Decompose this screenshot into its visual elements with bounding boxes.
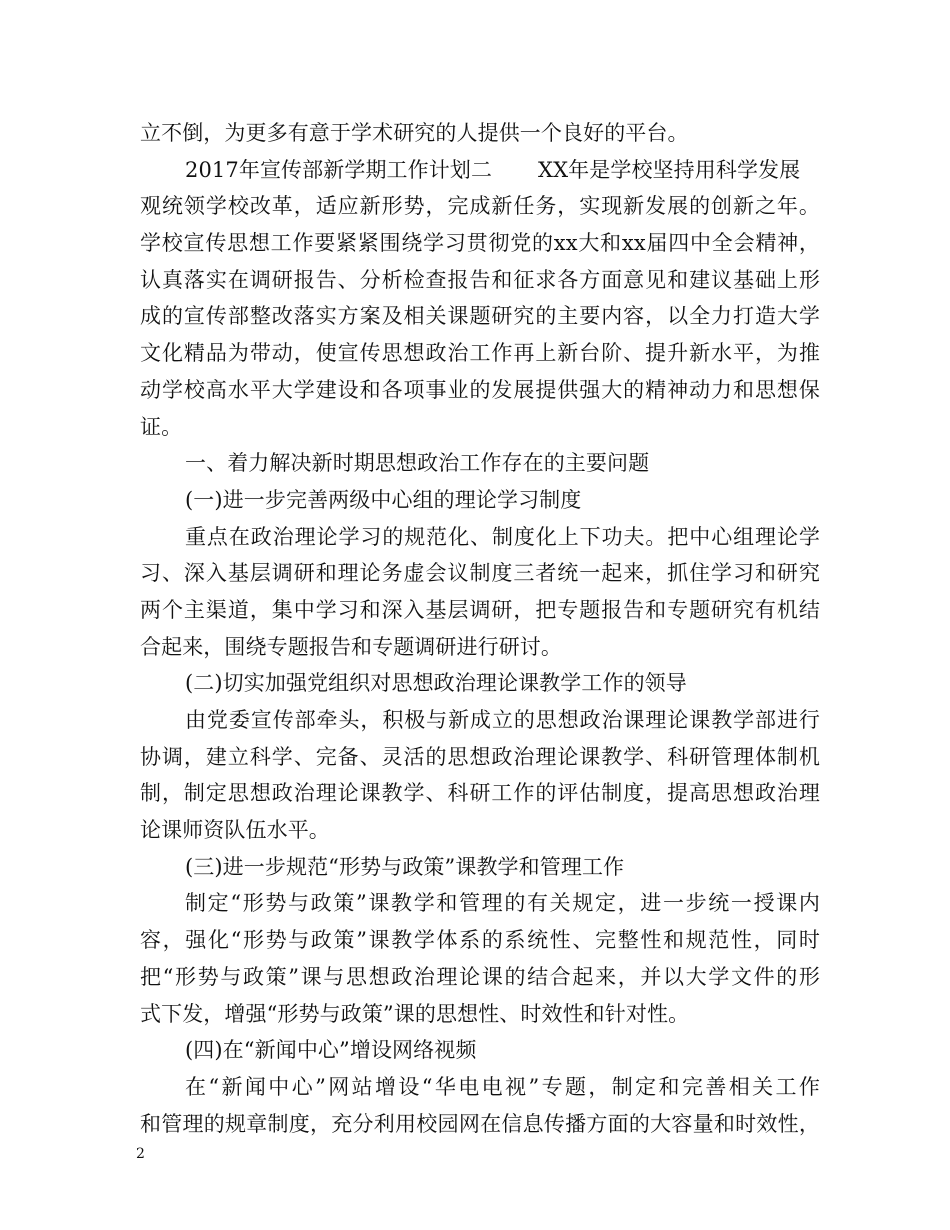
text-line: 制定“形势与政策”课教学和管理的有关规定，进一步统一授课内 bbox=[185, 891, 820, 916]
text-line bbox=[140, 152, 820, 189]
text-line: 习、深入基层调研和理论务虚会议制度三者统一起来，抓住学习和研究 bbox=[140, 561, 820, 586]
text-line: 一、着力解决新时期思想政治工作存在的主要问题 bbox=[185, 451, 650, 476]
text-line: 立不倒，为更多有意于学术研究的人提供一个良好的平台。 bbox=[140, 121, 689, 145]
text-line: (三)进一步规范“形势与政策”课教学和管理工作 bbox=[185, 854, 625, 879]
text-line: 和管理的规章制度，充分利用校园网在信息传播方面的大容量和时效性， bbox=[140, 1111, 820, 1136]
document-body bbox=[140, 115, 820, 1142]
text-line: 协调，建立科学、完备、灵活的思想政治理论课教学、科研管理体制机 bbox=[140, 744, 820, 769]
text-line: 成的宣传部整改落实方案及相关课题研究的主要内容，以全力打造大学 bbox=[140, 304, 820, 329]
text-line: 证。 bbox=[140, 414, 183, 439]
text-line: 式下发，增强“形势与政策”课的思想性、时效性和针对性。 bbox=[140, 1001, 690, 1026]
text-line: 两个主渠道，集中学习和深入基层调研，把专题报告和专题研究有机结 bbox=[140, 597, 820, 622]
section-heading-inline: 2017年宣传部新学期工作计划二 bbox=[185, 157, 493, 182]
text-line: (四)在“新闻中心”增设网络视频 bbox=[185, 1038, 477, 1063]
text-line: 文化精品为带动，使宣传思想政治工作再上新台阶、提升新水平，为推 bbox=[140, 341, 820, 366]
paragraph-start: XX年是学校坚持用科学发展 bbox=[538, 157, 801, 182]
text-line: 论课师资队伍水平。 bbox=[140, 818, 330, 843]
text-line: 学校宣传思想工作要紧紧围绕学习贯彻党的xx大和xx届四中全会精神， bbox=[140, 231, 820, 256]
text-line: 认真落实在调研报告、分析检查报告和征求各方面意见和建议基础上形 bbox=[140, 267, 820, 292]
text-line: (一)进一步完善两级中心组的理论学习制度 bbox=[185, 487, 582, 512]
text-line: 把“形势与政策”课与思想政治理论课的结合起来，并以大学文件的形 bbox=[140, 964, 820, 989]
text-line: (二)切实加强党组织对思想政治理论课教学工作的领导 bbox=[185, 671, 687, 696]
text-line: 动学校高水平大学建设和各项事业的发展提供强大的精神动力和思想保 bbox=[140, 377, 820, 402]
text-line: 由党委宣传部牵头，积极与新成立的思想政治课理论课教学部进行 bbox=[185, 708, 820, 732]
text-line: 观统领学校改革，适应新形势，完成新任务，实现新发展的创新之年。 bbox=[140, 194, 820, 219]
text-line: 在“新闻中心”网站增设“华电电视”专题，制定和完善相关工作 bbox=[185, 1074, 820, 1099]
text-line: 容，强化“形势与政策”课教学体系的系统性、完整性和规范性，同时 bbox=[140, 928, 820, 953]
text-line: 合起来，围绕专题报告和专题调研进行研讨。 bbox=[140, 634, 562, 659]
text-line: 制，制定思想政治理论课教学、科研工作的评估制度，提高思想政治理 bbox=[140, 781, 820, 806]
page-number: 2 bbox=[136, 1146, 145, 1162]
text-line: 重点在政治理论学习的规范化、制度化上下功夫。把中心组理论学 bbox=[185, 524, 820, 549]
